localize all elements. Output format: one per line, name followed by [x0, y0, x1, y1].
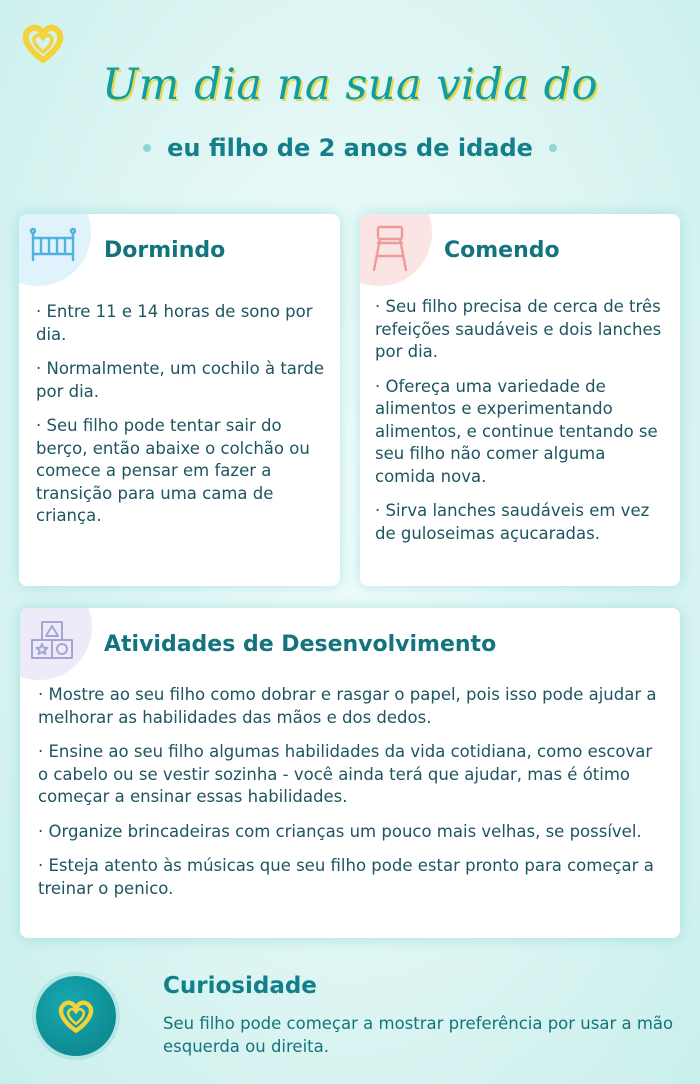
list-item: · Ofereça uma variedade de alimentos e experimentando alimentos, e continue tentando se seu filho não comer alguma comida nova.	[375, 376, 658, 486]
toy-blocks-icon	[20, 608, 92, 680]
sleep-card-body	[36, 301, 328, 528]
subtitle-row	[0, 134, 700, 162]
list-item: · Ensine ao seu filho algumas habilidades da vida cotidiana, como escovar o cabelo ou se vestir sozinha - você ainda terá que ajudar, mas é ótimo começar a ensinar essas habilidades.	[38, 742, 653, 806]
eat-card	[360, 214, 680, 586]
page-title: Um dia na sua vida do	[101, 60, 599, 110]
page-subtitle: eu filho de 2 anos de idade	[167, 134, 533, 162]
fun-fact-text: Seu filho pode começar a mostrar preferência por usar a mão esquerda ou direita.	[163, 1014, 674, 1056]
decor-dot-left	[143, 144, 151, 152]
heart-logo-icon	[20, 22, 66, 64]
fun-fact-title: Curiosidade	[163, 973, 317, 999]
sleep-card-title: Dormindo	[104, 238, 226, 263]
development-card-body	[38, 684, 666, 900]
development-card-title: Atividades de Desenvolvimento	[104, 632, 497, 657]
development-card	[20, 608, 680, 938]
list-item: · Mostre ao seu filho como dobrar e rasgar o papel, pois isso pode ajudar a melhorar as habilidades das mãos e dos dedos.	[38, 685, 657, 727]
crib-icon	[19, 214, 91, 286]
heart-badge-icon	[36, 976, 116, 1056]
decor-dot-right	[549, 144, 557, 152]
list-item: · Sirva lanches saudáveis em vez de guloseimas açucaradas.	[375, 501, 650, 543]
list-item: · Entre 11 e 14 horas de sono por dia.	[36, 302, 313, 344]
high-chair-icon	[360, 214, 432, 286]
eat-card-body	[375, 296, 667, 545]
list-item: · Seu filho pode tentar sair do berço, então abaixe o colchão ou comece a pensar em fazer a transição para uma cama de criança.	[36, 416, 310, 525]
list-item: · Normalmente, um cochilo à tarde por dia.	[36, 359, 325, 401]
sleep-card	[19, 214, 340, 586]
list-item: · Seu filho precisa de cerca de três refeições saudáveis e dois lanches por dia.	[375, 297, 662, 361]
list-item: · Organize brincadeiras com crianças um pouco mais velhas, se possível.	[38, 821, 642, 841]
eat-card-title: Comendo	[444, 238, 560, 263]
list-item: · Esteja atento às músicas que seu filho pode estar pronto para começar a treinar o penico.	[38, 856, 654, 898]
